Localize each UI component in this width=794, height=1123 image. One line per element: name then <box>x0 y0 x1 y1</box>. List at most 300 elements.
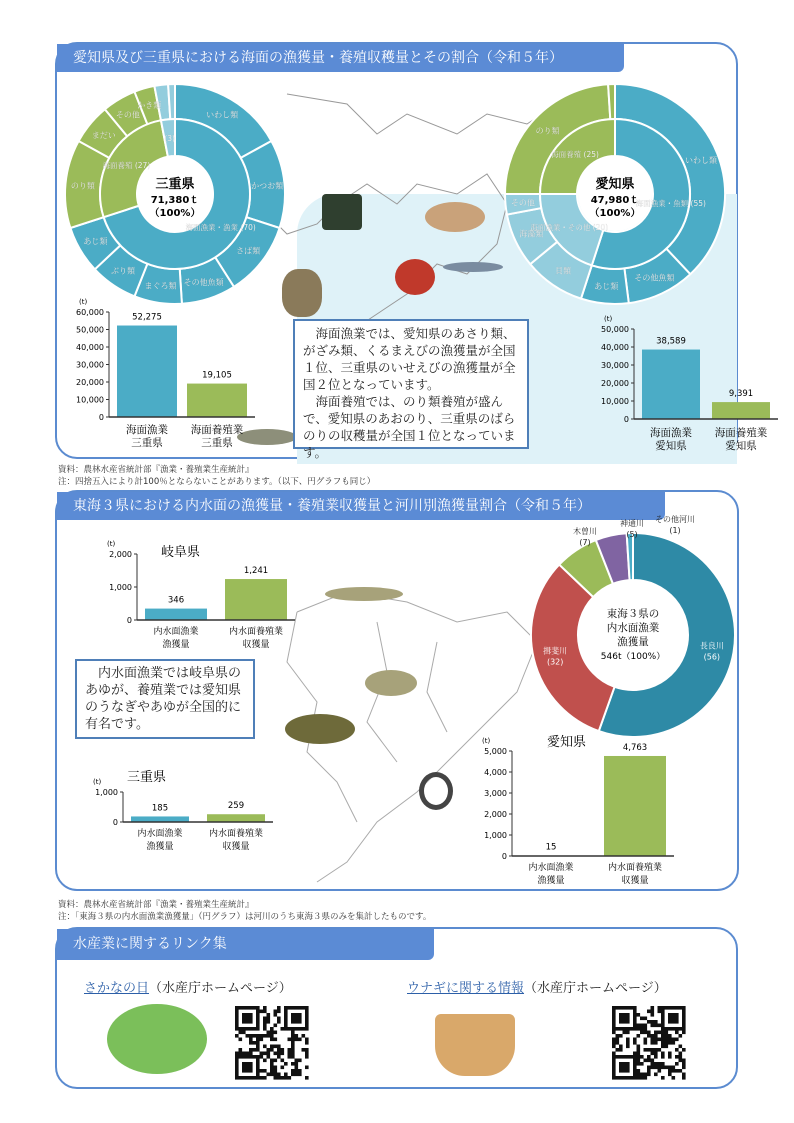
qr-module <box>256 1073 260 1077</box>
qr-module <box>270 1069 274 1073</box>
qr-module <box>665 1027 669 1031</box>
qr-module <box>246 1062 250 1066</box>
qr-module <box>668 1013 672 1017</box>
y-tick-label: 20,000 <box>601 379 629 388</box>
qr-module <box>291 1038 295 1042</box>
qr-module <box>623 1027 627 1031</box>
donut-center-total: 47,980ｔ <box>590 195 640 206</box>
category-label: 内水面養殖業 <box>607 863 663 873</box>
qr-module <box>612 1073 616 1077</box>
qr-module <box>633 1069 637 1073</box>
qr-module <box>654 1052 658 1056</box>
qr-module <box>284 1010 288 1014</box>
qr-module <box>637 1076 641 1080</box>
qr-module <box>256 1076 260 1080</box>
qr-module <box>619 1034 623 1038</box>
qr-module <box>235 1073 239 1077</box>
category-label: 海面養殖業 <box>190 424 244 436</box>
qr-module <box>291 1027 295 1031</box>
segment-label: まぐろ類 <box>144 281 177 291</box>
qr-module <box>616 1055 620 1059</box>
qr-module <box>249 1076 253 1080</box>
qr-module <box>675 1048 679 1052</box>
bar-value-label: 4,763 <box>622 742 648 753</box>
qr-module <box>665 1066 669 1070</box>
qr-module <box>654 1024 658 1028</box>
qr-module <box>242 1069 246 1073</box>
y-tick-label: 1,000 <box>109 583 132 592</box>
bar <box>604 756 666 856</box>
donut-center-title: 三重県 <box>155 177 195 192</box>
qr-module <box>619 1066 623 1070</box>
qr-module <box>612 1066 616 1070</box>
qr-module <box>256 1006 260 1010</box>
qr-module <box>626 1055 630 1059</box>
qr-module <box>295 1066 299 1070</box>
qr-module <box>647 1066 651 1070</box>
qr-module <box>277 1017 281 1021</box>
qr-module <box>298 1013 302 1017</box>
qr-module <box>679 1006 683 1010</box>
link-unagi-suffix: （水産庁ホームページ） <box>524 981 667 996</box>
axis-unit: (t) <box>79 298 88 306</box>
qr-module <box>665 1041 669 1045</box>
qr-module <box>288 1076 292 1080</box>
segment-label: 海藻類 <box>519 229 544 239</box>
qr-module <box>281 1048 285 1052</box>
qr-module <box>298 1038 302 1042</box>
qr-module <box>682 1059 686 1063</box>
qr-module <box>682 1010 686 1014</box>
qr-module <box>633 1024 637 1028</box>
y-tick-label: 30,000 <box>76 360 104 370</box>
qr-module <box>267 1048 271 1052</box>
qr-module <box>630 1006 634 1010</box>
qr-module <box>626 1062 630 1066</box>
qr-module <box>281 1027 285 1031</box>
qr-module <box>679 1059 683 1063</box>
qr-module <box>612 1020 616 1024</box>
bar-value-label: 52,275 <box>132 312 162 323</box>
qr-module <box>626 1027 630 1031</box>
qr-module <box>640 1055 644 1059</box>
qr-module <box>654 1066 658 1070</box>
qr-module <box>249 1013 253 1017</box>
ayu-pair-illustration <box>365 670 417 696</box>
qr-code-unagi[interactable] <box>610 1004 688 1082</box>
link-sakana-no-hi-anchor[interactable]: さかなの日 <box>84 981 150 996</box>
qr-module <box>616 1034 620 1038</box>
donut-center-pct: （100%） <box>149 208 201 219</box>
qr-module <box>633 1010 637 1014</box>
qr-module <box>284 1024 288 1028</box>
qr-module <box>658 1066 662 1070</box>
qr-module <box>612 1017 616 1021</box>
qr-module <box>288 1027 292 1031</box>
qr-module <box>679 1055 683 1059</box>
qr-module <box>644 1024 648 1028</box>
qr-module <box>305 1006 309 1010</box>
qr-module <box>267 1013 271 1017</box>
qr-module <box>249 1020 253 1024</box>
qr-module <box>274 1059 278 1063</box>
qr-module <box>256 1024 260 1028</box>
qr-module <box>633 1038 637 1042</box>
qr-module <box>274 1013 278 1017</box>
category-label: 漁獲量 <box>146 842 174 852</box>
bar <box>187 384 247 417</box>
qr-module <box>658 1024 662 1028</box>
qr-module <box>668 1066 672 1070</box>
bar <box>207 814 265 822</box>
qr-module <box>658 1006 662 1010</box>
qr-module <box>640 1062 644 1066</box>
aichi-donut-chart <box>497 72 737 312</box>
qr-module <box>637 1048 641 1052</box>
qr-module <box>260 1034 264 1038</box>
y-tick-label: 40,000 <box>601 343 629 352</box>
bar-value-label: 9,391 <box>728 389 754 400</box>
category-label: 海面漁業 <box>126 424 168 436</box>
sea-footnote: 注：四捨五入により計100％とならないことがあります。（以下、円グラフも同じ） <box>58 477 376 487</box>
qr-module <box>633 1020 637 1024</box>
qr-module <box>305 1048 309 1052</box>
y-tick-label: 40,000 <box>76 343 104 352</box>
qr-module <box>633 1013 637 1017</box>
clam-illustration <box>425 202 485 232</box>
qr-module <box>679 1069 683 1073</box>
qr-module <box>612 1010 616 1014</box>
qr-module <box>672 1076 676 1080</box>
y-tick-label: 0 <box>126 616 132 625</box>
qr-module <box>242 1066 246 1070</box>
qr-module <box>672 1006 676 1010</box>
qr-module <box>658 1062 662 1066</box>
qr-module <box>235 1010 239 1014</box>
qr-module <box>263 1076 267 1080</box>
qr-module <box>665 1006 669 1010</box>
qr-module <box>263 1045 267 1049</box>
inland-section-panel <box>55 490 739 891</box>
qr-module <box>630 1076 634 1080</box>
qr-module <box>644 1041 648 1045</box>
qr-module <box>633 1006 637 1010</box>
link-sakana-no-hi[interactable] <box>84 977 292 996</box>
qr-module <box>637 1059 641 1063</box>
qr-module <box>284 1006 288 1010</box>
qr-module <box>658 1048 662 1052</box>
segment-label: 海面養殖 (27) <box>102 161 151 171</box>
bar-value-label: 19,105 <box>202 370 232 381</box>
qr-module <box>281 1076 285 1080</box>
segment-label: あじ類 <box>83 237 108 247</box>
qr-module <box>249 1017 253 1021</box>
qr-module <box>644 1027 648 1031</box>
qr-module <box>295 1013 299 1017</box>
qr-module <box>668 1073 672 1077</box>
qr-module <box>665 1045 669 1049</box>
qr-module <box>647 1020 651 1024</box>
qr-module <box>246 1034 250 1038</box>
qr-module <box>274 1052 278 1056</box>
qr-module <box>675 1055 679 1059</box>
qr-module <box>274 1045 278 1049</box>
segment-label: 海面漁業・その他 (20) <box>530 223 609 233</box>
qr-module <box>654 1020 658 1024</box>
bar-value-label: 15 <box>545 842 557 853</box>
qr-module <box>640 1017 644 1021</box>
qr-module <box>235 1020 239 1024</box>
qr-module <box>267 1055 271 1059</box>
qr-module <box>665 1034 669 1038</box>
category-label: 海面養殖業 <box>714 427 768 439</box>
qr-module <box>298 1006 302 1010</box>
qr-module <box>270 1048 274 1052</box>
qr-module <box>246 1069 250 1073</box>
y-tick-label: 0 <box>98 413 104 422</box>
qr-module <box>661 1020 665 1024</box>
segment-label: あじ類 <box>594 282 619 292</box>
qr-module <box>249 1069 253 1073</box>
qr-module <box>295 1020 299 1024</box>
qr-module <box>626 1069 630 1073</box>
qr-module <box>263 1069 267 1073</box>
qr-module <box>626 1017 630 1021</box>
qr-module <box>633 1041 637 1045</box>
qr-module <box>305 1066 309 1070</box>
qr-module <box>291 1052 295 1056</box>
qr-module <box>256 1020 260 1024</box>
segment-label: 海面漁業・漁業 (70) <box>185 223 256 233</box>
segment-value-label: (7) <box>579 538 591 547</box>
qr-module <box>619 1006 623 1010</box>
axis-unit: (t) <box>93 778 102 786</box>
segment-label: いわし類 <box>685 155 718 165</box>
qr-module <box>235 1069 239 1073</box>
qr-module <box>626 1045 630 1049</box>
qr-module <box>249 1052 253 1056</box>
axis-unit: (t) <box>107 540 116 548</box>
qr-module <box>242 1052 246 1056</box>
qr-module <box>267 1017 271 1021</box>
qr-module <box>253 1055 257 1059</box>
eel-illustration <box>419 772 453 810</box>
qr-module <box>242 1017 246 1021</box>
qr-module <box>647 1069 651 1073</box>
qr-module <box>661 1024 665 1028</box>
qr-module <box>612 1045 616 1049</box>
qr-module <box>637 1055 641 1059</box>
qr-module <box>295 1027 299 1031</box>
axis-unit: (t) <box>482 737 491 745</box>
qr-module <box>612 1076 616 1080</box>
qr-module <box>256 1059 260 1063</box>
qr-module <box>305 1020 309 1024</box>
qr-module <box>263 1034 267 1038</box>
segment-label: 木曽川 <box>573 527 597 536</box>
qr-module <box>281 1059 285 1063</box>
sea-section-title: 愛知県及び三重県における海面の漁獲量・養殖収穫量とその割合（令和５年） <box>57 44 624 72</box>
qr-module <box>612 1062 616 1066</box>
qr-module <box>647 1031 651 1035</box>
qr-module <box>661 1062 665 1066</box>
qr-module <box>682 1024 686 1028</box>
qr-module <box>295 1017 299 1021</box>
qr-module <box>239 1038 243 1042</box>
bar <box>117 326 177 417</box>
qr-module <box>246 1013 250 1017</box>
qr-module <box>661 1041 665 1045</box>
qr-module <box>619 1069 623 1073</box>
sea-info-para-1: 海面漁業では、愛知県のあさり類、がざみ類、くるまえびの漁獲量が全国１位、三重県のいせえびの漁獲量が全国２位となっています。 <box>303 326 516 392</box>
qr-module <box>270 1034 274 1038</box>
segment-value-label: (1) <box>669 526 681 535</box>
qr-module <box>668 1027 672 1031</box>
qr-module <box>288 1038 292 1042</box>
qr-module <box>672 1041 676 1045</box>
qr-module <box>246 1055 250 1059</box>
qr-module <box>619 1020 623 1024</box>
category-label: 三重県 <box>131 437 163 449</box>
qr-module <box>263 1024 267 1028</box>
qr-module <box>270 1038 274 1042</box>
qr-module <box>612 1006 616 1010</box>
qr-module <box>647 1073 651 1077</box>
qr-module <box>626 1031 630 1035</box>
qr-module <box>295 1006 299 1010</box>
qr-module <box>249 1066 253 1070</box>
y-tick-label: 0 <box>623 415 629 424</box>
qr-module <box>668 1020 672 1024</box>
qr-module <box>239 1048 243 1052</box>
mie-donut-chart <box>57 72 297 312</box>
qr-module <box>235 1017 239 1021</box>
qr-module <box>644 1031 648 1035</box>
qr-module <box>295 1073 299 1077</box>
sea-info-textbox <box>293 319 529 460</box>
qr-module <box>284 1062 288 1066</box>
segment-value-label: (5) <box>626 530 638 539</box>
segment-value-label: (56) <box>703 652 721 662</box>
qr-module <box>682 1076 686 1080</box>
qr-module <box>672 1020 676 1024</box>
qr-module <box>623 1076 627 1080</box>
qr-module <box>633 1052 637 1056</box>
qr-module <box>675 1017 679 1021</box>
qr-module <box>277 1006 281 1010</box>
qr-module <box>263 1020 267 1024</box>
link-unagi-anchor[interactable]: ウナギに関する情報 <box>407 981 525 996</box>
qr-module <box>242 1055 246 1059</box>
segment-label: (3) <box>164 133 175 143</box>
segment-label: その他魚類 <box>183 277 224 287</box>
donut-center-title: 愛知県 <box>595 177 635 192</box>
segment-label: 揖斐川 <box>543 646 568 656</box>
qr-module <box>623 1069 627 1073</box>
qr-module <box>295 1038 299 1042</box>
qr-module <box>668 1038 672 1042</box>
qr-module <box>256 1055 260 1059</box>
qr-module <box>242 1076 246 1080</box>
bar <box>712 402 770 419</box>
qr-module <box>277 1048 281 1052</box>
qr-module <box>284 1073 288 1077</box>
qr-code-sakana[interactable] <box>233 1004 311 1082</box>
qr-module <box>235 1006 239 1010</box>
links-section-title: 水産業に関するリンク集 <box>57 929 434 960</box>
qr-module <box>626 1013 630 1017</box>
qr-module <box>242 1031 246 1035</box>
qr-module <box>658 1038 662 1042</box>
qr-module <box>682 1031 686 1035</box>
eel-bucket-illustration <box>435 1014 515 1076</box>
qr-module <box>246 1027 250 1031</box>
gifu-inland-bar-chart <box>77 530 317 660</box>
qr-module <box>654 1041 658 1045</box>
qr-module <box>239 1055 243 1059</box>
qr-module <box>253 1041 257 1045</box>
qr-module <box>651 1052 655 1056</box>
qr-module <box>291 1013 295 1017</box>
qr-module <box>658 1069 662 1073</box>
y-tick-label: 50,000 <box>76 325 104 335</box>
qr-module <box>256 1045 260 1049</box>
qr-module <box>672 1017 676 1021</box>
qr-module <box>651 1059 655 1063</box>
inland-info-text: 内水面漁業では岐阜県のあゆが、養殖業では愛知県のうなぎやあゆが全国的に有名です。 <box>85 666 242 732</box>
qr-module <box>274 1024 278 1028</box>
qr-module <box>640 1027 644 1031</box>
qr-module <box>654 1048 658 1052</box>
qr-module <box>274 1069 278 1073</box>
qr-module <box>235 1066 239 1070</box>
qr-module <box>260 1076 264 1080</box>
qr-module <box>654 1031 658 1035</box>
segment-label: 神通川 <box>620 519 644 528</box>
bar-value-label: 38,589 <box>656 336 686 347</box>
qr-module <box>242 1006 246 1010</box>
qr-module <box>616 1006 620 1010</box>
qr-module <box>291 1034 295 1038</box>
qr-module <box>647 1055 651 1059</box>
link-unagi-info[interactable] <box>407 977 667 996</box>
qr-module <box>274 1010 278 1014</box>
qr-module <box>647 1034 651 1038</box>
donut-center-text: 546t（100%） <box>600 652 666 662</box>
qr-module <box>633 1055 637 1059</box>
qr-module <box>626 1076 630 1080</box>
link-sakana-suffix: （水産庁ホームページ） <box>149 981 292 996</box>
qr-module <box>651 1038 655 1042</box>
qr-module <box>298 1027 302 1031</box>
qr-module <box>253 1034 257 1038</box>
qr-module <box>637 1013 641 1017</box>
qr-module <box>619 1062 623 1066</box>
chart-title: 愛知県 <box>547 735 587 750</box>
qr-module <box>281 1052 285 1056</box>
qr-module <box>644 1076 648 1080</box>
segment-label: 貝類 <box>555 266 572 276</box>
qr-module <box>239 1076 243 1080</box>
qr-module <box>675 1020 679 1024</box>
qr-module <box>668 1034 672 1038</box>
qr-module <box>298 1059 302 1063</box>
qr-module <box>651 1062 655 1066</box>
donut-center-pct: （100%） <box>589 208 641 219</box>
qr-module <box>288 1055 292 1059</box>
qr-module <box>640 1076 644 1080</box>
qr-module <box>263 1017 267 1021</box>
